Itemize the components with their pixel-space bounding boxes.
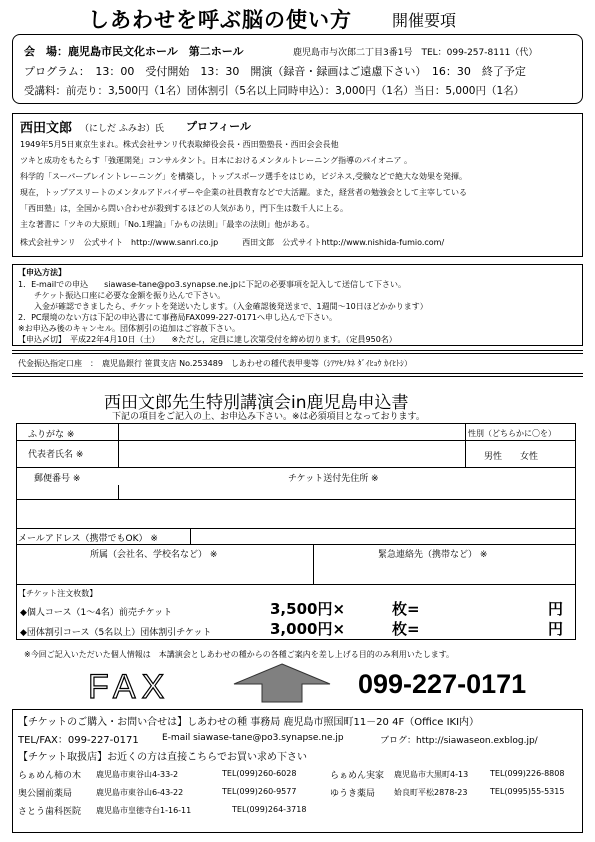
deadline: 【申込〆切】 平成22年4月10日（土） ※ただし，定員に達し次第受付を締め切ります。（定員950名） bbox=[18, 335, 397, 344]
group-yen: 円 bbox=[548, 620, 564, 638]
separator bbox=[12, 350, 583, 354]
emergency-label: 緊急連絡先（携帯など） ※ bbox=[378, 550, 488, 560]
email-label: メールアドレス（携帯でもOK） ※ bbox=[18, 534, 158, 544]
outlet-tel: TEL(099)226-8808 bbox=[490, 769, 565, 778]
group-price: 3,000円× bbox=[270, 620, 346, 638]
ticket-order-heading: 【チケット注文枚数】 bbox=[18, 589, 98, 598]
email-input[interactable] bbox=[192, 529, 575, 543]
profile-line: 「西田塾」は，全国から問い合わせが殺到するほどの人気があり，門下生は数千人に上る。 bbox=[20, 204, 348, 213]
outlet-address: 鹿児島市大黒町4-13 bbox=[394, 770, 469, 779]
venue-address: 鹿児島市与次郎二丁目3番1号 TEL：099-257-8111（代） bbox=[293, 48, 538, 58]
profile-line: 1949年5月5日東京生まれ。株式会社サンリ代表取締役会長・西田塾塾長・西田会会長他 bbox=[20, 140, 339, 149]
individual-price: 3,500円× bbox=[270, 600, 346, 618]
program: プログラム： 13：00 受付開始 13：30 開演（録音・録画はご遠慮下さい） 16：30 終了予定 bbox=[24, 65, 526, 78]
group-count-input[interactable] bbox=[360, 618, 390, 636]
group-count-unit: 枚= bbox=[392, 620, 420, 638]
outlet-name: らぁめん柿の木 bbox=[18, 771, 82, 781]
apply-line: チケット振込口座に必要な金額を振り込んで下さい。 bbox=[18, 291, 226, 300]
rep-name-input[interactable] bbox=[120, 441, 463, 466]
group-course: ◆団体割引コース（5名以上）団体割引チケット bbox=[20, 628, 212, 638]
outlet-name: ゆうき薬局 bbox=[330, 789, 376, 799]
outlet-tel: TEL(0995)55-5315 bbox=[490, 787, 565, 796]
gender-label: 性別（どちらかに〇を） bbox=[468, 429, 556, 438]
apply-heading: 【申込方法】 bbox=[18, 268, 66, 277]
profile-line: 主な著書に「ツキの大原則」「No.1理論」「かもの法則」「最幸の法則」他がある。 bbox=[20, 220, 315, 229]
outlet-tel: TEL(099)264-3718 bbox=[232, 805, 307, 814]
affiliation-input[interactable] bbox=[17, 560, 312, 583]
apply-line: 1．E-mailでの申込 siawase-tane@po3.synapse.ne.jpに下記の必要事項を記入して送信して下さい。 bbox=[18, 280, 406, 289]
profile-line: ツキと成功をもたらす「強運開発」コンサルタント。日本におけるメンタルトレーニング指導のパイオニア 。 bbox=[20, 156, 413, 165]
form-instruction: 下記の項目をご記入の上、お申込み下さい。※は必須項目となっております。 bbox=[112, 412, 425, 422]
profile-line: 現在，トップアスリートのメンタルアドバイザーや企業の社員教育などで大活躍。また，経営者の勉強会として主宰している bbox=[20, 188, 467, 197]
individual-course: ◆個人コース（1～4名）前売チケット bbox=[20, 608, 173, 618]
outlet-address: 鹿児島市東谷山6-43-22 bbox=[96, 788, 184, 797]
bank-account: 代金振込指定口座 ： 鹿児島銀行 笹貫支店 No.253489 しあわせの種代表甲斐等（ｼｱﾜｾﾉﾀﾈ ﾀﾞｲﾋｮｳ ｶｲﾋﾄｼ） bbox=[18, 359, 412, 368]
apply-line: 入金が確認できましたら、チケットを発送いたします。（入金確認後発送まで、1週間～10日ほどかかります） bbox=[18, 302, 428, 311]
apply-line: ※お申込み後のキャンセル。団体割引の追加はご容赦下さい。 bbox=[18, 324, 241, 333]
rep-name-label: 代表者氏名 ※ bbox=[28, 450, 84, 460]
venue: 会 場：鹿児島市民文化ホール 第二ホール bbox=[24, 45, 244, 58]
profile-name: 西田文郎 bbox=[20, 121, 73, 136]
outlet-address: 姶良町平松2878-23 bbox=[394, 788, 468, 797]
separator bbox=[12, 373, 583, 377]
outlet-name: 奥公園前薬局 bbox=[18, 789, 73, 799]
privacy-note: ※今回ご記入いただいた個人情報は 本講演会としあわせの種からの各種ご案内を差し上げる目的のみ利用いたします。 bbox=[24, 650, 455, 659]
outlet-address: 鹿児島市皇徳寺台1-16-11 bbox=[96, 806, 192, 815]
fax-label: FAX bbox=[88, 668, 171, 706]
gender-female-option[interactable]: 女性 bbox=[520, 452, 539, 462]
outlet-address: 鹿児島市東谷山4-33-2 bbox=[96, 770, 179, 779]
fax-number: 099-227-0171 bbox=[358, 669, 527, 699]
outlet-tel: TEL(099)260-6028 bbox=[222, 769, 297, 778]
furigana-input[interactable] bbox=[120, 424, 463, 439]
individual-count-input[interactable] bbox=[360, 598, 390, 616]
contact-email: E-mail siawase-tane@po3.synapse.ne.jp bbox=[162, 733, 344, 743]
form-title: 西田文郎先生特別講演会in鹿児島申込書 bbox=[104, 393, 409, 413]
emergency-input[interactable] bbox=[315, 560, 575, 583]
outlet-name: らぁめん実家 bbox=[330, 771, 385, 781]
address-input[interactable] bbox=[120, 486, 575, 498]
individual-count-unit: 枚= bbox=[392, 600, 420, 618]
postal-input[interactable] bbox=[17, 486, 117, 498]
event-title: しあわせを呼ぶ脳の使い方 bbox=[88, 8, 352, 32]
apply-line: 2．PC環境のない方は下記の申込書にて事務局FAX099-227-0171へ申し込んで下さい。 bbox=[18, 313, 337, 322]
outlet-tel: TEL(099)260-9577 bbox=[222, 787, 297, 796]
fee: 受講料：前売り：3,500円（1名）団体割引（5名以上同時申込）：3,000円（1名）当日：5,000円（1名） bbox=[24, 85, 525, 97]
address-label: チケット送付先住所 ※ bbox=[288, 474, 379, 484]
event-subtitle: 開催要項 bbox=[392, 11, 457, 30]
arrow-up-icon bbox=[232, 662, 332, 704]
tel-fax: TEL/FAX：099-227-0171 bbox=[18, 735, 139, 746]
outlet-name: さとう歯科医院 bbox=[18, 807, 82, 817]
profile-box bbox=[12, 113, 583, 257]
profile-reading: （にしだ ふみお）氏 bbox=[80, 124, 164, 134]
profile-line: 科学的「スーパーブレイントレーニング」を構築し，トップスポーツ選手をはじめ，ビジネス,受験などで絶大な効果を発揮。 bbox=[20, 172, 468, 181]
individual-yen: 円 bbox=[548, 600, 564, 618]
gender-male-option[interactable]: 男性 bbox=[484, 452, 503, 462]
official-sites: 株式会社サンリ 公式サイト http://www.sanri.co.jp 西田文郎 公式サイトhttp://www.nishida-fumio.com/ bbox=[20, 238, 445, 247]
profile-heading: プロフィール bbox=[186, 120, 251, 133]
affiliation-label: 所属（会社名、学校名など） ※ bbox=[90, 550, 218, 560]
furigana-label: ふりがな ※ bbox=[28, 430, 75, 440]
blog-link[interactable]: ブログ：http://siawaseon.exblog.jp/ bbox=[380, 736, 538, 746]
postal-label: 郵便番号 ※ bbox=[34, 474, 81, 484]
contact-heading: 【チケットのご購入・お問い合せは】しあわせの種 事務局 鹿児島市照国町11－20 4F（Office IKI内） bbox=[18, 717, 480, 728]
outlets-heading: 【チケット取扱店】お近くの方は直接こちらでお買い求め下さい bbox=[18, 752, 307, 763]
